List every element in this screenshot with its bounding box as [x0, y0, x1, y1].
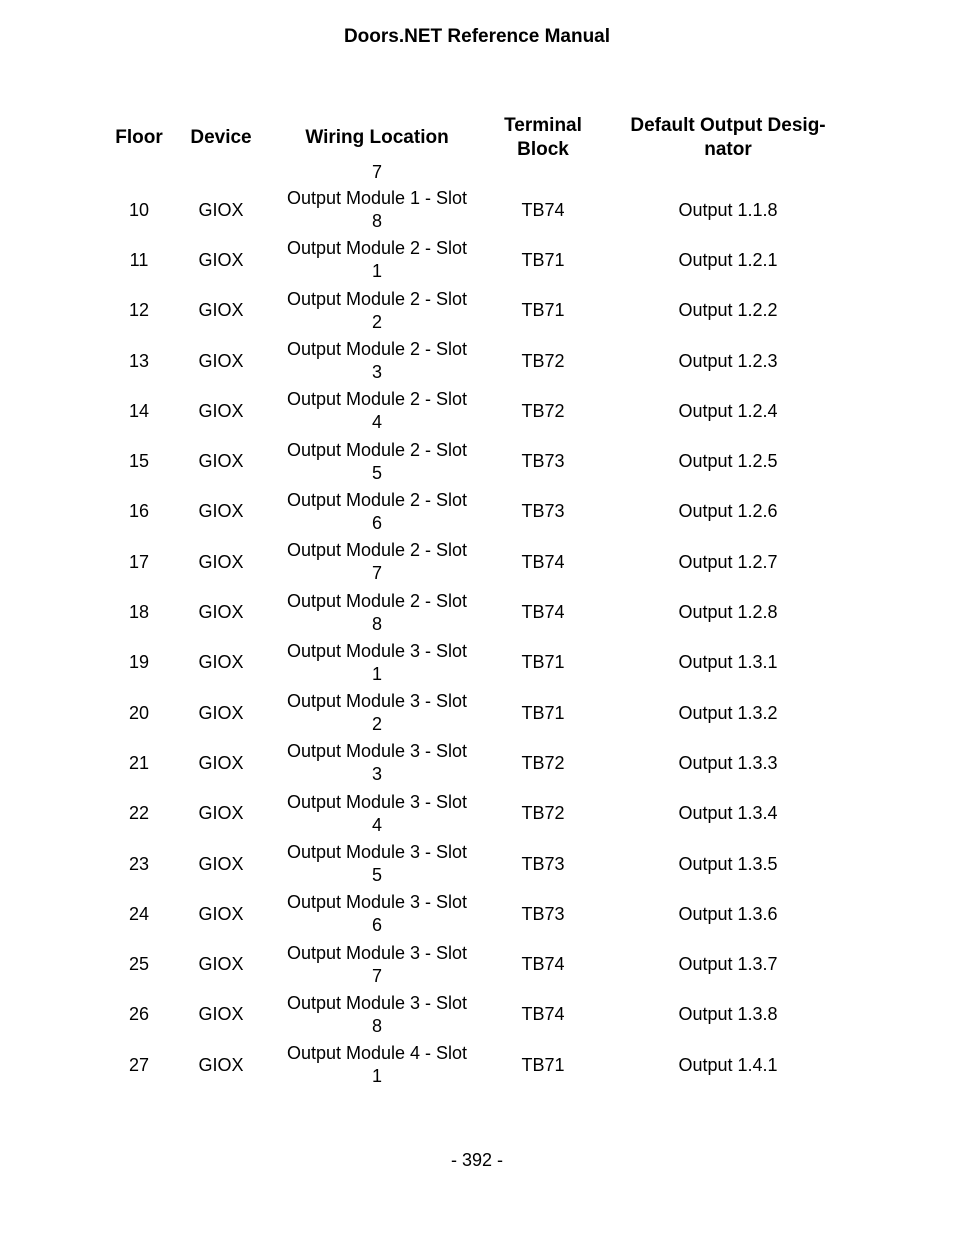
- wiring-location-cell: [264, 939, 490, 989]
- col-header-terminal-block-line2: Block: [517, 138, 569, 160]
- wiring-location-line2: 8: [371, 211, 382, 232]
- continuation-cell: 7: [371, 162, 382, 182]
- table-row: [100, 738, 860, 788]
- device-cell: GIOX: [198, 551, 244, 572]
- col-header-device: Device: [190, 126, 252, 148]
- terminal-block-cell: TB73: [521, 853, 565, 874]
- table-row: [100, 688, 860, 738]
- wiring-location-line1: Output Module 2 - Slot: [286, 439, 468, 460]
- default-output-cell: Output 1.3.1: [678, 652, 778, 673]
- table-row: [100, 436, 860, 486]
- table-row: [100, 939, 860, 989]
- device-cell: GIOX: [198, 1054, 244, 1075]
- wiring-location-line2: 1: [371, 663, 382, 684]
- device-cell: GIOX: [198, 400, 244, 421]
- terminal-block-cell: TB72: [521, 350, 565, 371]
- wiring-location-line2: 8: [371, 1015, 382, 1036]
- table-row: [100, 789, 860, 839]
- device-cell: GIOX: [198, 350, 244, 371]
- table-row: [100, 537, 860, 587]
- default-output-cell: Output 1.3.4: [678, 803, 778, 824]
- device-cell: GIOX: [198, 652, 244, 673]
- device-cell: GIOX: [198, 501, 244, 522]
- wiring-location-cell: [264, 738, 490, 788]
- wiring-location-line1: Output Module 4 - Slot: [286, 1043, 468, 1064]
- wiring-location-cell: [264, 235, 490, 285]
- wiring-location-cell: [264, 990, 490, 1040]
- default-output-cell: Output 1.2.1: [678, 249, 778, 270]
- wiring-location-line1: Output Module 3 - Slot: [286, 640, 468, 661]
- floor-cell: 14: [128, 400, 150, 421]
- device-cell: GIOX: [198, 249, 244, 270]
- device-cell: GIOX: [198, 853, 244, 874]
- device-cell: GIOX: [198, 752, 244, 773]
- table-row: [100, 235, 860, 285]
- wiring-location-line2: 1: [371, 261, 382, 282]
- wiring-location-line2: 7: [371, 965, 382, 986]
- table-row: [100, 487, 860, 537]
- wiring-location-line1: Output Module 3 - Slot: [286, 842, 468, 862]
- terminal-block-cell: TB74: [521, 199, 565, 220]
- table-row: [100, 286, 860, 336]
- device-cell: GIOX: [198, 1004, 244, 1025]
- table-row: [100, 839, 860, 889]
- terminal-block-cell: TB72: [521, 400, 565, 421]
- device-cell: GIOX: [198, 199, 244, 220]
- table-row: [100, 990, 860, 1040]
- wiring-location-line1: Output Module 2 - Slot: [286, 238, 468, 259]
- wiring-location-line1: Output Module 2 - Slot: [286, 339, 468, 360]
- default-output-cell: Output 1.2.7: [678, 551, 778, 572]
- wiring-location-cell: [264, 386, 490, 436]
- wiring-location-cell: [264, 185, 490, 235]
- wiring-location-cell: [264, 889, 490, 939]
- wiring-location-line2: 2: [371, 311, 382, 332]
- wiring-location-line1: Output Module 2 - Slot: [286, 590, 468, 611]
- default-output-cell: Output 1.2.8: [678, 602, 778, 623]
- wiring-location-cell: [264, 1040, 490, 1090]
- wiring-location-cell: [264, 688, 490, 738]
- default-output-cell: Output 1.3.2: [678, 702, 778, 723]
- table-row: [100, 185, 860, 235]
- default-output-cell: Output 1.2.4: [678, 400, 778, 421]
- terminal-block-cell: TB71: [521, 300, 565, 321]
- wiring-location-line2: 5: [371, 865, 382, 885]
- device-cell: GIOX: [198, 300, 244, 321]
- device-cell: GIOX: [198, 702, 244, 723]
- table-header-row: [100, 114, 860, 161]
- device-cell: GIOX: [198, 903, 244, 924]
- floor-output-table: [100, 114, 860, 1090]
- floor-cell: 25: [128, 954, 150, 975]
- device-cell: GIOX: [198, 954, 244, 975]
- device-cell: GIOX: [198, 602, 244, 623]
- table-row: [100, 889, 860, 939]
- table-row: [100, 386, 860, 436]
- wiring-location-line2: 8: [371, 613, 382, 634]
- col-header-default-output-line1: Default Output Desig-: [630, 115, 826, 136]
- floor-cell: 13: [128, 350, 150, 371]
- terminal-block-cell: TB73: [521, 903, 565, 924]
- table-row: [100, 638, 860, 688]
- table-row: [100, 336, 860, 386]
- page-header-title: Doors.NET Reference Manual: [343, 26, 611, 47]
- wiring-location-line1: Output Module 2 - Slot: [286, 540, 468, 561]
- default-output-cell: Output 1.4.1: [678, 1054, 778, 1075]
- wiring-location-line2: 5: [371, 462, 382, 483]
- wiring-location-cell: [264, 839, 490, 889]
- table-continuation-row: [100, 161, 860, 185]
- floor-cell: 10: [128, 199, 150, 220]
- terminal-block-cell: TB71: [521, 702, 565, 723]
- device-cell: GIOX: [198, 803, 244, 824]
- wiring-location-line2: 3: [371, 764, 382, 785]
- default-output-cell: Output 1.3.7: [678, 954, 778, 975]
- wiring-location-cell: [264, 286, 490, 336]
- wiring-location-line2: 4: [371, 814, 382, 835]
- default-output-cell: Output 1.1.8: [678, 199, 778, 220]
- wiring-location-cell: [264, 789, 490, 839]
- col-header-terminal-block: [490, 114, 596, 161]
- wiring-location-line2: 1: [371, 1066, 382, 1087]
- floor-cell: 21: [128, 752, 150, 773]
- floor-cell: 20: [128, 702, 150, 723]
- floor-cell: 11: [129, 249, 149, 270]
- wiring-location-cell: [264, 487, 490, 537]
- wiring-location-line2: 2: [371, 714, 382, 735]
- wiring-location-line1: Output Module 2 - Slot: [286, 389, 468, 410]
- terminal-block-cell: TB72: [521, 752, 565, 773]
- wiring-location-line1: Output Module 3 - Slot: [286, 691, 468, 712]
- wiring-location-line2: 7: [371, 563, 382, 584]
- col-header-wiring-location: Wiring Location: [305, 126, 449, 148]
- wiring-location-line2: 6: [371, 915, 382, 936]
- col-header-floor: Floor: [115, 126, 163, 148]
- wiring-location-cell: [264, 638, 490, 688]
- default-output-cell: Output 1.3.5: [678, 853, 778, 874]
- wiring-location-line1: Output Module 3 - Slot: [286, 791, 468, 812]
- floor-cell: 26: [128, 1004, 150, 1025]
- default-output-cell: Output 1.3.8: [678, 1004, 778, 1025]
- default-output-cell: Output 1.2.5: [678, 451, 778, 472]
- col-header-default-output-line2: nator: [704, 138, 752, 160]
- terminal-block-cell: TB71: [521, 652, 565, 673]
- floor-cell: 22: [128, 803, 150, 824]
- col-header-terminal-block-line1: Terminal: [504, 115, 582, 136]
- wiring-location-line1: Output Module 2 - Slot: [286, 288, 468, 309]
- terminal-block-cell: TB74: [521, 954, 565, 975]
- terminal-block-cell: TB73: [521, 501, 565, 522]
- wiring-location-cell: [264, 336, 490, 386]
- terminal-block-cell: TB72: [521, 803, 565, 824]
- wiring-location-line1: Output Module 3 - Slot: [286, 942, 468, 963]
- terminal-block-cell: TB74: [521, 1004, 565, 1025]
- floor-cell: 16: [128, 501, 150, 522]
- floor-cell: 15: [128, 451, 150, 472]
- floor-cell: 12: [128, 300, 150, 321]
- default-output-cell: Output 1.2.3: [678, 350, 778, 371]
- table-row: [100, 1040, 860, 1090]
- device-cell: GIOX: [198, 451, 244, 472]
- terminal-block-cell: TB71: [521, 249, 565, 270]
- floor-cell: 18: [128, 602, 150, 623]
- terminal-block-cell: TB74: [521, 602, 565, 623]
- floor-cell: 27: [128, 1054, 150, 1075]
- wiring-location-cell: [264, 587, 490, 637]
- floor-cell: 17: [128, 551, 150, 572]
- wiring-location-line1: Output Module 3 - Slot: [286, 992, 468, 1013]
- wiring-location-line1: Output Module 3 - Slot: [286, 741, 468, 762]
- terminal-block-cell: TB73: [521, 451, 565, 472]
- col-header-default-output: [596, 114, 860, 161]
- wiring-location-line1: Output Module 1 - Slot: [286, 188, 468, 209]
- wiring-location-cell: [264, 537, 490, 587]
- wiring-location-line2: 4: [371, 412, 382, 433]
- wiring-location-cell: [264, 436, 490, 486]
- wiring-location-line2: 6: [371, 512, 382, 533]
- floor-cell: 24: [128, 903, 150, 924]
- wiring-location-line2: 3: [371, 362, 382, 383]
- wiring-location-line1: Output Module 3 - Slot: [286, 892, 468, 913]
- floor-cell: 23: [128, 853, 150, 874]
- terminal-block-cell: TB71: [521, 1054, 565, 1075]
- terminal-block-cell: TB74: [521, 551, 565, 572]
- table-row: [100, 587, 860, 637]
- page-number: - 392 -: [450, 1150, 504, 1170]
- default-output-cell: Output 1.3.6: [678, 903, 778, 924]
- default-output-cell: Output 1.2.2: [678, 300, 778, 321]
- default-output-cell: Output 1.3.3: [678, 752, 778, 773]
- floor-cell: 19: [128, 652, 150, 673]
- default-output-cell: Output 1.2.6: [678, 501, 778, 522]
- wiring-location-line1: Output Module 2 - Slot: [286, 489, 468, 510]
